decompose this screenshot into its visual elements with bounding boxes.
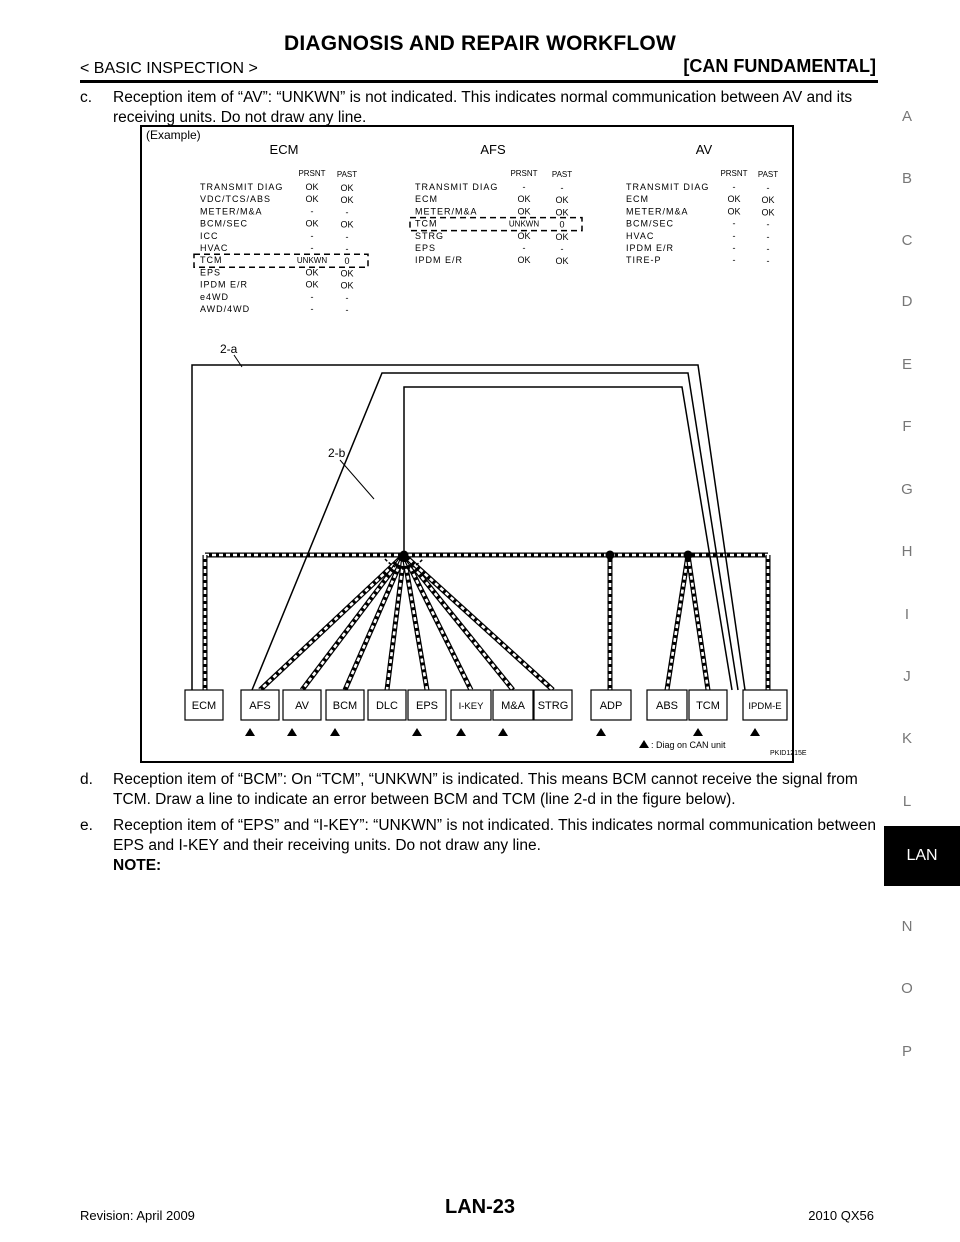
bus-drop-tcm bbox=[688, 555, 708, 690]
revision-label: Revision: April 2009 bbox=[80, 1208, 195, 1223]
ecm-row-name: e4WD bbox=[200, 291, 230, 302]
ecm-row-prsnt: OK bbox=[305, 267, 319, 278]
page-number: LAN-23 bbox=[444, 1196, 515, 1218]
av-row-past: - bbox=[766, 256, 770, 267]
av-table-title: AV bbox=[695, 142, 713, 157]
av-row-prsnt: - bbox=[732, 218, 736, 229]
bus-node-dot bbox=[606, 551, 615, 560]
ecm-row-past: OK bbox=[340, 268, 354, 279]
diag-triangle-icon bbox=[456, 728, 466, 736]
afs-row-prsnt: OK bbox=[517, 194, 531, 205]
header-rule bbox=[80, 80, 878, 83]
afs-row-past: - bbox=[560, 244, 564, 254]
sidebar-item-c[interactable]: C bbox=[901, 232, 913, 249]
afs-row-name: EPS bbox=[415, 243, 437, 253]
legend-triangle-icon bbox=[639, 740, 649, 748]
afs-row-past: OK bbox=[555, 231, 569, 242]
ecm-row-past: OK bbox=[340, 280, 354, 291]
ecm-past-header: PAST bbox=[336, 170, 358, 179]
av-row-past: - bbox=[766, 183, 770, 193]
unit-boxes bbox=[185, 690, 787, 736]
ecm-row-past: - bbox=[345, 305, 349, 315]
paragraph-e bbox=[80, 816, 880, 876]
wiring-diagram bbox=[192, 342, 768, 690]
ecm-row-past: OK bbox=[340, 183, 354, 193]
av-prsnt-header: PRSNT bbox=[720, 169, 748, 178]
paragraph-d bbox=[80, 770, 880, 810]
unit-label-abs: ABS bbox=[655, 700, 679, 712]
ecm-row-name: HVAC bbox=[200, 243, 229, 253]
av-row-name: TIRE-P bbox=[626, 255, 662, 266]
label-2b: 2-b bbox=[328, 446, 346, 460]
afs-row-past: OK bbox=[555, 195, 569, 206]
sidebar-item-b[interactable]: B bbox=[901, 170, 912, 187]
sidebar-tab-lan[interactable]: LAN bbox=[884, 826, 960, 886]
afs-past-header: PAST bbox=[551, 170, 573, 179]
av-row-name: TRANSMIT DIAG bbox=[626, 182, 710, 192]
av-row-past: OK bbox=[761, 207, 775, 218]
figure-code: PKID1215E bbox=[770, 750, 807, 757]
afs-row-prsnt: - bbox=[522, 182, 526, 192]
av-row-past: - bbox=[766, 231, 770, 242]
example-label: (Example) bbox=[146, 128, 201, 142]
av-past-header: PAST bbox=[757, 170, 779, 179]
av-row-prsnt: OK bbox=[727, 206, 741, 217]
label-2a: 2-a bbox=[220, 342, 238, 356]
sidebar-item-i[interactable]: I bbox=[904, 606, 910, 623]
afs-row-name: STRG bbox=[415, 230, 445, 241]
unit-label-m&a: M&A bbox=[501, 700, 525, 712]
sidebar-item-p[interactable]: P bbox=[901, 1043, 912, 1060]
ecm-prsnt-header: PRSNT bbox=[298, 169, 326, 178]
line-2b bbox=[404, 387, 732, 690]
label-2b-leader bbox=[340, 460, 374, 499]
ecm-row-name: BCM/SEC bbox=[200, 218, 249, 229]
line-afs-loop bbox=[252, 373, 738, 690]
av-row-name: HVAC bbox=[626, 230, 655, 241]
ecm-row-name: ICC bbox=[200, 230, 219, 241]
ecm-row-name: TCM bbox=[200, 255, 223, 266]
diag-triangle-icon bbox=[287, 728, 297, 736]
sidebar-item-o[interactable]: O bbox=[901, 980, 913, 997]
figure-canvas bbox=[142, 127, 807, 761]
ecm-row-prsnt: UNKWN bbox=[296, 256, 328, 266]
av-row-name: IPDM E/R bbox=[626, 243, 675, 253]
av-row-prsnt: - bbox=[732, 182, 736, 192]
ecm-row-name: AWD/4WD bbox=[200, 304, 251, 314]
diag-triangle-icon bbox=[693, 728, 703, 736]
afs-row-past: - bbox=[560, 183, 564, 193]
diag-triangle-icon bbox=[596, 728, 606, 736]
afs-table-title: AFS bbox=[480, 142, 506, 157]
ecm-row-past: - bbox=[345, 207, 349, 218]
av-row-prsnt: OK bbox=[727, 194, 741, 205]
ecm-row-past: 0 bbox=[344, 256, 350, 267]
ecm-row-prsnt: - bbox=[310, 206, 314, 217]
ecm-row-prsnt: OK bbox=[305, 279, 319, 290]
unit-label-tcm: TCM bbox=[696, 700, 720, 712]
afs-row-past: OK bbox=[555, 256, 569, 267]
av-row-prsnt: - bbox=[732, 230, 736, 241]
ecm-row-name: METER/M&A bbox=[200, 206, 263, 217]
paragraph-e-text: Reception item of “EPS” and “I-KEY”: “UNKWN” is not indicated. This indicates normal communication between EPS and I-KEY and their receiving units. Do not draw any line. bbox=[113, 817, 876, 854]
ecm-row-name: EPS bbox=[200, 267, 222, 278]
sidebar-item-a[interactable]: A bbox=[901, 108, 912, 125]
ecm-row-prsnt: OK bbox=[305, 194, 319, 205]
av-row-past: - bbox=[766, 219, 770, 230]
ecm-table-title: ECM bbox=[269, 142, 299, 157]
ecm-row-past: - bbox=[345, 231, 349, 242]
paragraph-d-text: Reception item of “BCM”: On “TCM”, “UNKWN” is indicated. This means BCM cannot receive the signal from TCM. Draw a line to indicate an error between BCM and TCM (line 2-d in the figure below). bbox=[113, 771, 858, 808]
sidebar-item-g[interactable]: G bbox=[901, 481, 913, 498]
diag-triangle-icon bbox=[750, 728, 760, 736]
legend-text: : Diag on CAN unit bbox=[651, 740, 726, 750]
line-2a bbox=[192, 365, 745, 690]
afs-row-name: TRANSMIT DIAG bbox=[415, 182, 499, 192]
paragraph-c bbox=[80, 88, 880, 128]
ecm-row-past: OK bbox=[340, 219, 354, 230]
unit-label-ipdm-e: IPDM-E bbox=[748, 701, 782, 712]
afs-row-name: METER/M&A bbox=[415, 206, 478, 217]
afs-row-prsnt: UNKWN bbox=[508, 219, 540, 229]
afs-row-name: TCM bbox=[415, 218, 438, 229]
section-label: < BASIC INSPECTION > bbox=[80, 60, 258, 77]
can-diagnosis-figure bbox=[140, 125, 807, 763]
unit-label-bcm: BCM bbox=[332, 700, 358, 712]
bus-node-dot bbox=[684, 551, 693, 560]
unit-label-strg: STRG bbox=[537, 700, 569, 712]
ecm-row-name: VDC/TCS/ABS bbox=[200, 194, 272, 205]
av-row-past: - bbox=[766, 244, 770, 254]
unit-label-ecm: ECM bbox=[191, 700, 217, 712]
afs-row-name: ECM bbox=[415, 194, 438, 205]
afs-row-name: IPDM E/R bbox=[415, 255, 464, 266]
model-label: 2010 QX56 bbox=[808, 1208, 874, 1223]
av-row-name: ECM bbox=[626, 194, 649, 205]
page-title: DIAGNOSIS AND REPAIR WORKFLOW bbox=[284, 32, 676, 55]
afs-row-past: OK bbox=[555, 207, 569, 218]
sidebar-item-e[interactable]: E bbox=[901, 356, 912, 373]
diag-triangle-icon bbox=[330, 728, 340, 736]
sidebar-item-l[interactable]: L bbox=[902, 793, 912, 810]
unit-label-eps: EPS bbox=[415, 700, 439, 712]
av-row-name: METER/M&A bbox=[626, 206, 689, 217]
bus-fan-afs-inner bbox=[260, 555, 404, 690]
ecm-row-prsnt: OK bbox=[305, 182, 319, 192]
ecm-row-prsnt: - bbox=[310, 304, 314, 314]
sidebar-item-f[interactable]: F bbox=[902, 418, 912, 435]
afs-prsnt-header: PRSNT bbox=[510, 169, 538, 178]
paragraph-d-label: d. bbox=[80, 771, 93, 788]
av-row-prsnt: - bbox=[732, 243, 736, 253]
legend bbox=[639, 740, 807, 757]
afs-row-prsnt: OK bbox=[517, 230, 531, 241]
diag-triangle-icon bbox=[498, 728, 508, 736]
note-label: NOTE: bbox=[113, 857, 162, 874]
ecm-row-prsnt: - bbox=[310, 291, 314, 302]
av-row-past: OK bbox=[761, 195, 775, 206]
afs-row-prsnt: OK bbox=[517, 206, 531, 217]
unit-label-i-key: I-KEY bbox=[458, 701, 484, 712]
paragraph-e-label: e. bbox=[80, 817, 93, 834]
diag-triangle-icon bbox=[412, 728, 422, 736]
reception-tables bbox=[194, 142, 778, 315]
unit-label-afs: AFS bbox=[249, 700, 271, 712]
afs-row-past: 0 bbox=[559, 219, 565, 230]
sidebar-item-j[interactable]: J bbox=[903, 668, 911, 685]
afs-row-prsnt: OK bbox=[517, 255, 531, 266]
sidebar-item-k[interactable]: K bbox=[901, 730, 912, 747]
unit-label-adp: ADP bbox=[599, 700, 623, 712]
sidebar-item-n[interactable]: N bbox=[901, 918, 913, 935]
bus-fan-strg-inner bbox=[404, 555, 553, 690]
sidebar-item-d[interactable]: D bbox=[901, 293, 913, 310]
unit-label-dlc: DLC bbox=[375, 700, 399, 712]
afs-row-prsnt: - bbox=[522, 243, 526, 253]
ecm-row-prsnt: - bbox=[310, 230, 314, 241]
ecm-row-name: IPDM E/R bbox=[200, 279, 249, 290]
ecm-row-prsnt: OK bbox=[305, 218, 319, 229]
ecm-row-prsnt: - bbox=[310, 243, 314, 253]
paragraph-c-label: c. bbox=[80, 89, 93, 106]
ecm-row-past: - bbox=[345, 244, 349, 254]
ecm-row-past: - bbox=[345, 292, 349, 303]
ecm-row-past: OK bbox=[340, 195, 354, 206]
av-row-prsnt: - bbox=[732, 255, 736, 266]
ecm-row-name: TRANSMIT DIAG bbox=[200, 182, 284, 192]
av-row-name: BCM/SEC bbox=[626, 218, 675, 229]
unit-label-av: AV bbox=[295, 700, 309, 712]
diag-triangle-icon bbox=[245, 728, 255, 736]
paragraph-c-text: Reception item of “AV”: “UNKWN” is not indicated. This indicates normal communication between AV and its receiving units. Do not draw any line. bbox=[113, 89, 853, 126]
sidebar-item-h[interactable]: H bbox=[901, 543, 913, 560]
bus-drop-abs bbox=[667, 555, 688, 690]
category-label: [CAN FUNDAMENTAL] bbox=[683, 56, 876, 76]
